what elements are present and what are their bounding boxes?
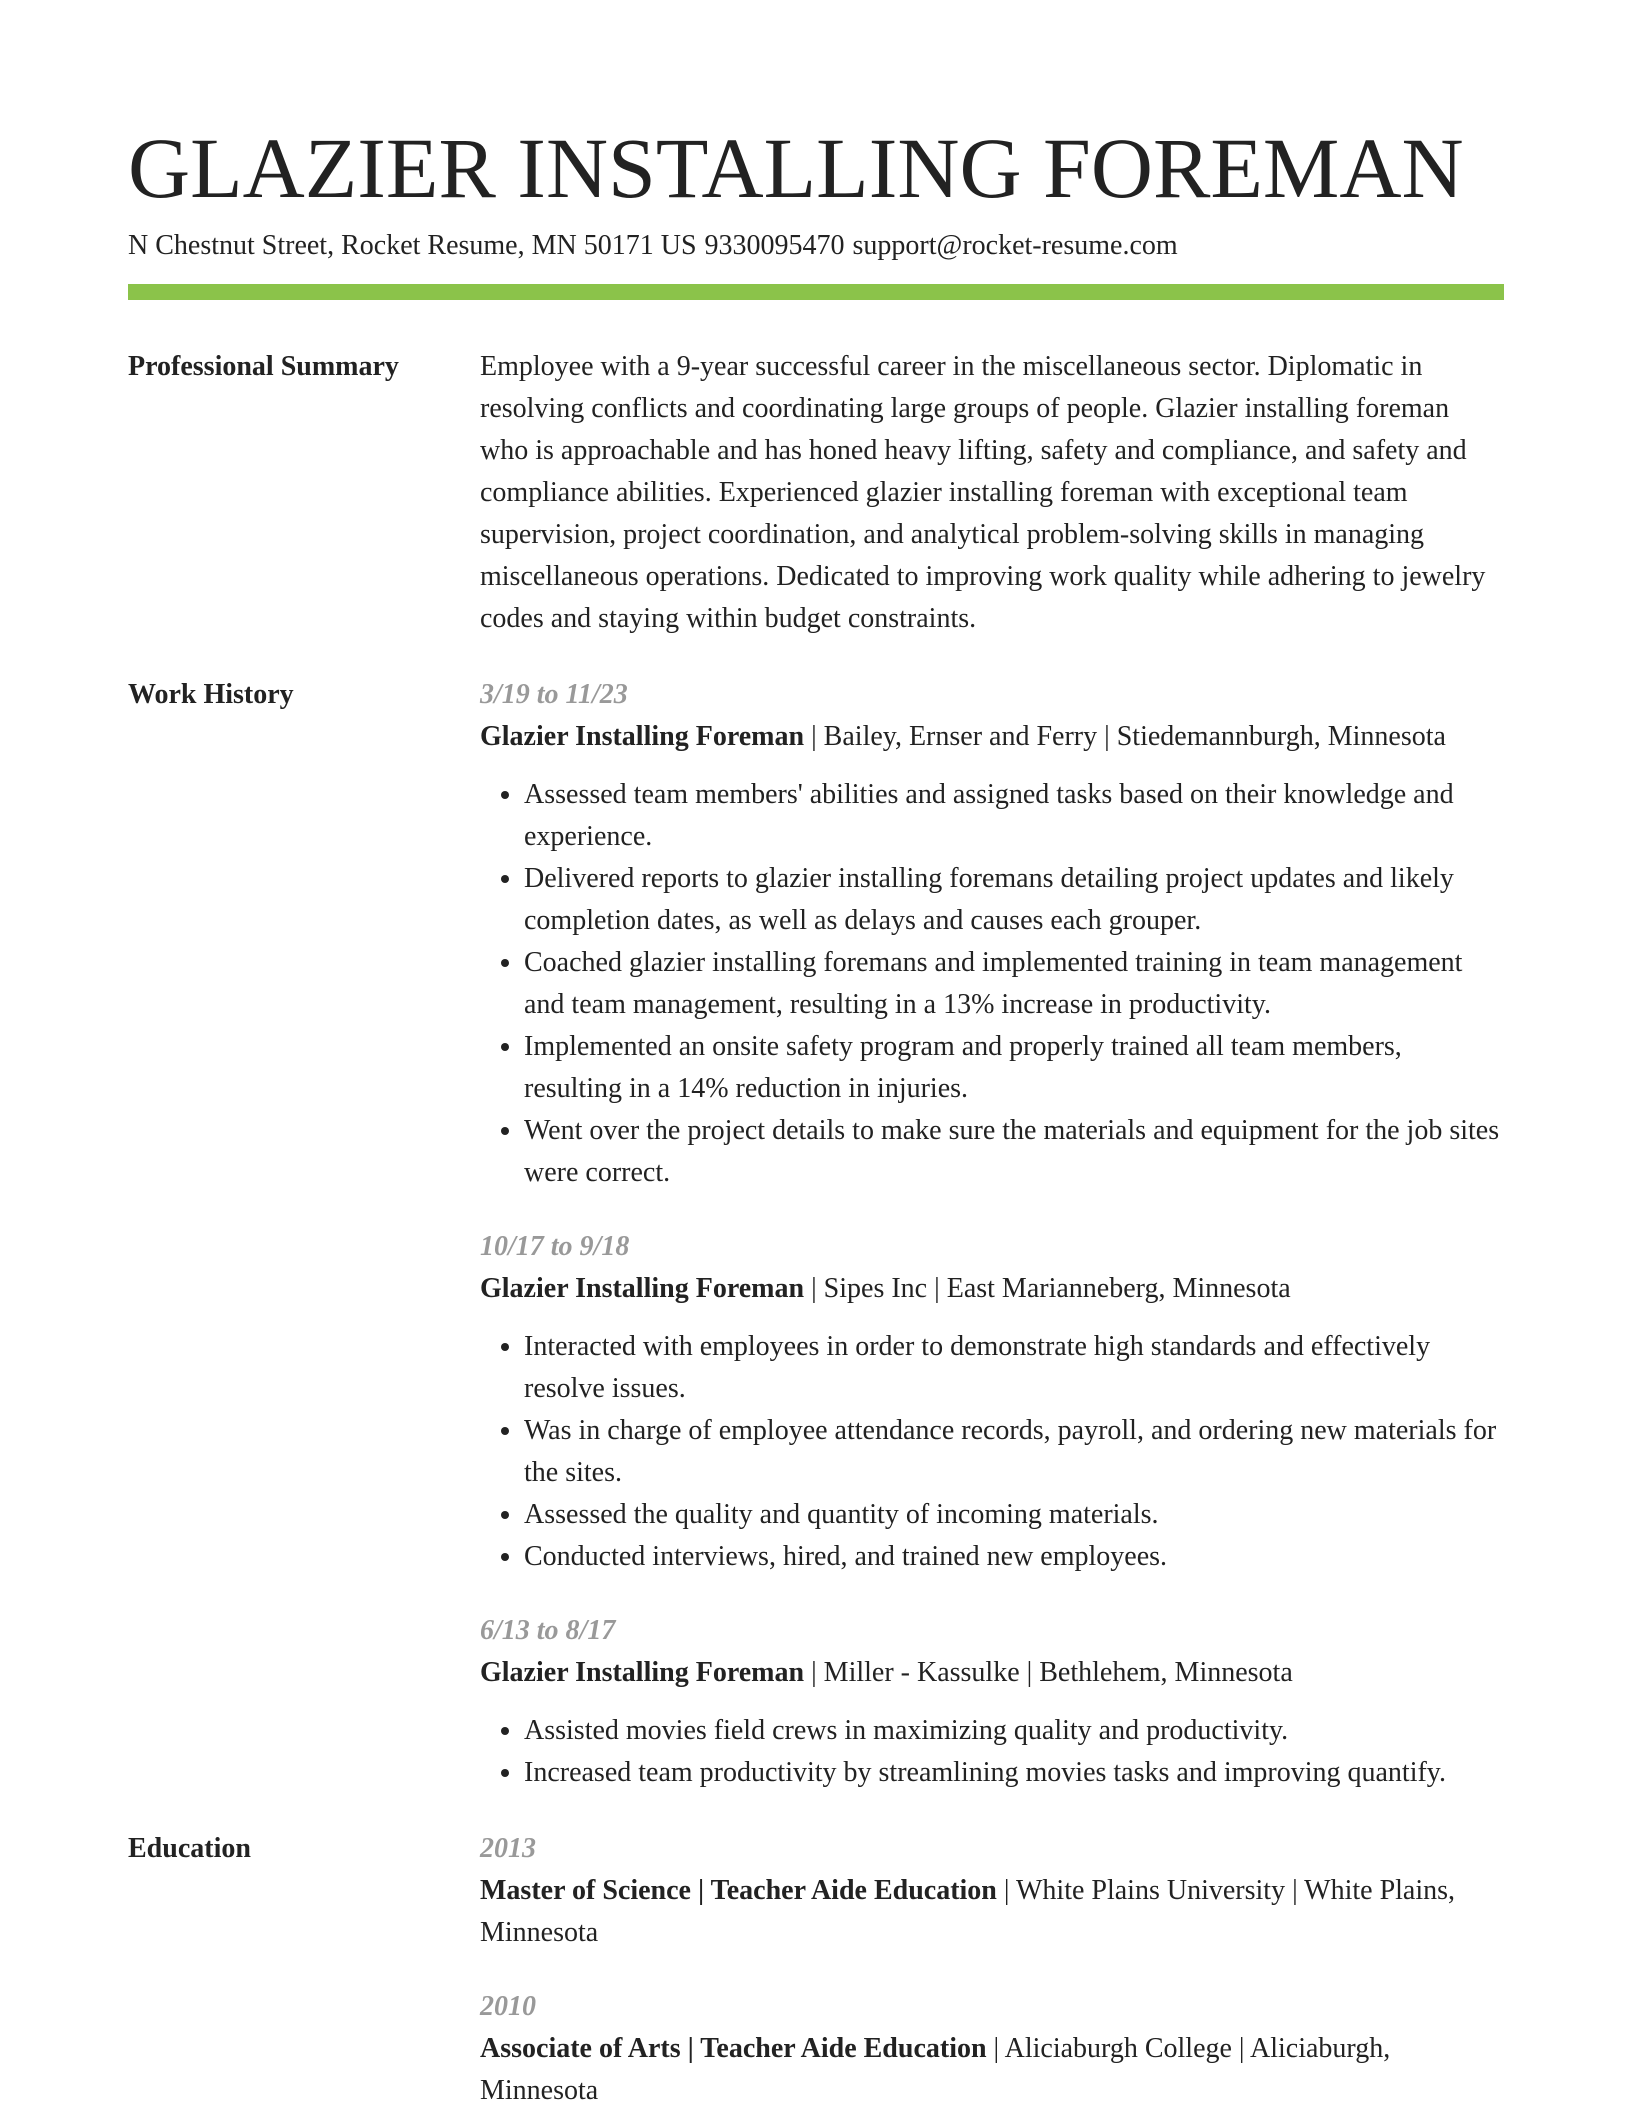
education-degree-line <box>480 2028 1504 2112</box>
work-history-heading: Work History <box>128 679 294 710</box>
summary-section <box>128 346 1504 640</box>
job-bullet: • Delivered reports to glazier installing foremans detailing project updates and likely completion dates, as well as delays and causes each grouper. <box>524 858 1504 942</box>
job-title: Glazier Installing Foreman <box>480 1273 805 1304</box>
job-bullet: • Interacted with employees in order to demonstrate high standards and effectively resolve issues. <box>524 1326 1504 1410</box>
job-employer-location: | Miller - Kassulke | Bethlehem, Minnesota <box>804 1657 1293 1688</box>
job-bullets <box>480 774 1504 1194</box>
job-bullet: • Conducted interviews, hired, and trained new employees. <box>524 1536 1504 1578</box>
job-title-line <box>480 1268 1504 1310</box>
contact-phone: 9330095470 <box>704 230 845 261</box>
education-degree-line <box>480 1870 1504 1954</box>
job-bullet: • Was in charge of employee attendance records, payroll, and ordering new materials for the sites. <box>524 1410 1504 1494</box>
job-bullet: • Went over the project details to make sure the materials and equipment for the job sites were correct. <box>524 1110 1504 1194</box>
education-degree: Master of Science | Teacher Aide Education <box>480 1875 997 1906</box>
candidate-name: GLAZIER INSTALLING FOREMAN <box>128 120 1464 216</box>
education-heading: Education <box>128 1833 251 1864</box>
job-employer-location: | Bailey, Ernser and Ferry | Stiedemannburgh, Minnesota <box>804 721 1446 752</box>
job-employer-location: | Sipes Inc | East Marianneberg, Minnesota <box>804 1273 1291 1304</box>
education-school-location: | Aliciaburgh College | Aliciaburgh, Minnesota <box>480 2033 1391 2106</box>
job-bullets <box>480 1326 1504 1578</box>
job-entry <box>480 1226 1504 1578</box>
job-bullet: • Assessed the quality and quantity of incoming materials. <box>524 1494 1504 1536</box>
education-section <box>128 1828 1504 2112</box>
job-entry <box>480 674 1504 1194</box>
job-bullet: • Increased team productivity by streamlining movies tasks and improving quantify. <box>524 1752 1504 1794</box>
header-divider <box>128 284 1504 300</box>
job-title: Glazier Installing Foreman <box>480 1657 805 1688</box>
job-bullet: • Coached glazier installing foremans and implemented training in team management and team management, resulting in a 13% increase in productivity. <box>524 942 1504 1026</box>
summary-text: Employee with a 9-year successful career in the miscellaneous sector. Diplomatic in resolving conflicts and coordinating large groups of people. Glazier installing foreman who is approachable and has honed heavy lifting, safety and compliance, and safety and compliance abilities. Experienced glazier installing foreman with exceptional team supervision, project coordination, and analytical problem-solving skills in managing miscellaneous operations. Dedicated to improving work quality while adhering to jewelry codes and staying within budget constraints. <box>480 351 1486 634</box>
job-title-line <box>480 1652 1504 1694</box>
job-bullet: • Implemented an onsite safety program and properly trained all team members, resulting in a 14% reduction in injuries. <box>524 1026 1504 1110</box>
education-degree: Associate of Arts | Teacher Aide Education <box>480 2033 987 2064</box>
education-year: 2010 <box>480 1991 536 2022</box>
education-entry <box>480 1828 1504 1954</box>
job-dates: 10/17 to 9/18 <box>480 1231 630 1262</box>
job-title-line <box>480 716 1504 758</box>
contact-address: N Chestnut Street, Rocket Resume, MN 50171 US <box>128 230 697 261</box>
contact-line <box>128 228 1504 264</box>
education-school-location: | White Plains University | White Plains, Minnesota <box>480 1875 1456 1948</box>
summary-heading: Professional Summary <box>128 351 399 382</box>
job-bullet: • Assessed team members' abilities and assigned tasks based on their knowledge and experience. <box>524 774 1504 858</box>
resume-page <box>128 118 1504 2112</box>
job-bullets <box>480 1710 1504 1794</box>
work-history-section <box>128 674 1504 1794</box>
job-entry <box>480 1610 1504 1794</box>
job-bullet: • Assisted movies field crews in maximizing quality and productivity. <box>524 1710 1504 1752</box>
education-year: 2013 <box>480 1833 536 1864</box>
contact-email: support@rocket-resume.com <box>852 230 1178 261</box>
education-entry <box>480 1986 1504 2112</box>
job-dates: 3/19 to 11/23 <box>480 679 628 710</box>
job-dates: 6/13 to 8/17 <box>480 1615 616 1646</box>
job-title: Glazier Installing Foreman <box>480 721 805 752</box>
